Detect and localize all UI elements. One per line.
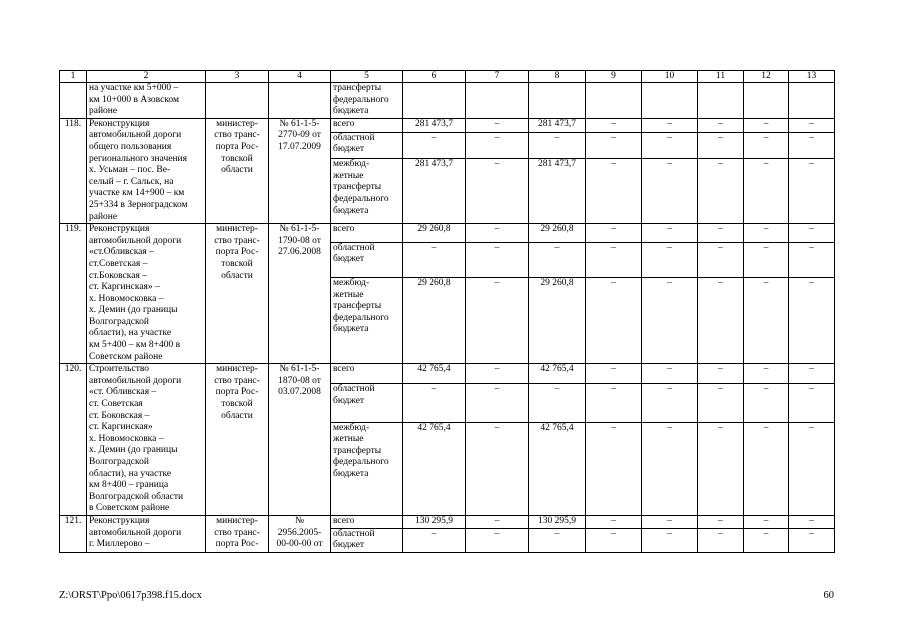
value-cell: – [642,277,698,363]
value-cell: – [744,422,789,515]
value-cell: 42 765,4 [529,422,586,515]
value-cell: – [403,132,466,159]
column-number: 7 [466,71,529,83]
funding-source: межбюд- жетные трансферты федерального бюджета [331,422,403,515]
value-cell: – [789,132,835,159]
value-cell: – [744,224,789,242]
column-number: 12 [744,71,789,83]
value-cell: – [698,159,744,224]
value-cell: 29 260,8 [529,277,586,363]
value-cell: – [698,422,744,515]
value-cell: – [586,277,642,363]
value-cell: – [698,118,744,132]
value-cell: 281 473,7 [403,118,466,132]
value-cell [642,83,698,119]
value-cell: – [466,132,529,159]
value-cell: – [586,364,642,384]
empty-cell [206,83,269,119]
value-cell: – [744,277,789,363]
value-cell: – [744,242,789,277]
value-cell: – [529,384,586,422]
value-cell: – [789,159,835,224]
column-number: 11 [698,71,744,83]
funding-source: межбюд- жетные трансферты федерального бюджета [331,277,403,363]
value-cell [529,83,586,119]
row-number: 118. [60,118,87,223]
value-cell: – [586,528,642,552]
funding-source: областной бюджет [331,384,403,422]
value-cell: – [642,364,698,384]
value-cell: – [698,132,744,159]
value-cell: – [586,242,642,277]
value-cell: – [698,515,744,528]
value-cell: – [403,242,466,277]
value-cell: – [744,364,789,384]
column-number: 10 [642,71,698,83]
column-number: 9 [586,71,642,83]
value-cell: – [642,118,698,132]
column-number: 4 [269,71,331,83]
funding-source: всего [331,515,403,528]
table-row [60,364,835,384]
value-cell: – [586,515,642,528]
table-body [60,71,835,553]
value-cell: 29 260,8 [403,277,466,363]
row-number: 120. [60,364,87,516]
value-cell: – [744,515,789,528]
column-number: 13 [789,71,835,83]
value-cell: – [642,159,698,224]
footer-page-number: 60 [823,590,834,601]
object-name: на участке км 5+000 – км 10+000 в Азовском районе [87,83,206,119]
value-cell: – [642,528,698,552]
value-cell: – [586,422,642,515]
value-cell: – [403,384,466,422]
value-cell: – [698,277,744,363]
value-cell [744,83,789,119]
table-row [60,224,835,242]
value-cell: 130 295,9 [529,515,586,528]
value-cell [466,83,529,119]
row-number: 119. [60,224,87,364]
value-cell: 42 765,4 [403,422,466,515]
value-cell: 29 260,8 [403,224,466,242]
value-cell [403,83,466,119]
value-cell: – [789,118,835,132]
value-cell: – [744,159,789,224]
value-cell: – [789,224,835,242]
value-cell: – [466,422,529,515]
object-name: Реконструкция автомобильной дороги «ст.Обливская – ст.Советская – ст.Боковская – ст. Каргинская» – х. Новомосковка – х. Демин (до границы Волгоградской области), на участке км 5+400 – км 8+400 в Советском районе [87,224,206,364]
value-cell: 281 473,7 [529,159,586,224]
value-cell: 42 765,4 [403,364,466,384]
column-number: 6 [403,71,466,83]
value-cell: – [789,528,835,552]
object-name: Строительство автомобильной дороги «ст. Обливская – ст. Советская ст. Боковская – ст. Каргинская» х. Новомосковка – х. Демин (до границы Волгоградской области), на участке км 8+400 – граница Волгоградской области в Советском районе [87,364,206,516]
column-number: 1 [60,71,87,83]
footer-file-path: Z:\ORST\Ppo\0617p398.f15.docx [59,590,202,601]
value-cell: – [744,384,789,422]
value-cell: – [698,364,744,384]
value-cell: – [586,118,642,132]
funding-source: всего [331,224,403,242]
value-cell: – [529,132,586,159]
value-cell: – [466,242,529,277]
value-cell: – [744,118,789,132]
funding-source: всего [331,364,403,384]
value-cell: – [789,277,835,363]
funding-source: межбюд- жетные трансферты федерального бюджета [331,159,403,224]
document-ref: № 61-1-5- 1790-08 от 27.06.2008 [269,224,331,364]
value-cell: – [698,242,744,277]
value-cell: – [642,384,698,422]
value-cell: – [789,515,835,528]
funding-source: областной бюджет [331,242,403,277]
document-ref: № 61-1-5- 1870-08 от 03.07.2008 [269,364,331,516]
value-cell: 29 260,8 [529,224,586,242]
column-number: 2 [87,71,206,83]
value-cell [698,83,744,119]
value-cell: – [529,528,586,552]
column-number: 8 [529,71,586,83]
value-cell: – [586,159,642,224]
column-number: 5 [331,71,403,83]
value-cell: – [466,277,529,363]
value-cell: – [529,242,586,277]
value-cell: – [789,422,835,515]
value-cell: – [642,242,698,277]
object-name: Реконструкция автомобильной дороги общего пользования регионального значения х. Усьман – пос. Ве- селый – г. Сальск, на участке км 14+900 – км 25+334 в Зерноградском районе [87,118,206,223]
value-cell: – [466,159,529,224]
value-cell: – [466,364,529,384]
value-cell: 130 295,9 [403,515,466,528]
value-cell: – [466,384,529,422]
value-cell: – [642,132,698,159]
executor: министер- ство транс- порта Рос- [206,515,269,552]
funding-source: областной бюджет [331,132,403,159]
funding-source: областной бюджет [331,528,403,552]
executor: министер- ство транс- порта Рос- товской области [206,224,269,364]
value-cell: 281 473,7 [403,159,466,224]
value-cell: – [698,528,744,552]
value-cell [586,83,642,119]
document-ref: № 61-1-5- 2770-09 от 17.07.2009 [269,118,331,223]
table-row [60,515,835,528]
value-cell: – [586,384,642,422]
empty-cell [269,83,331,119]
row-number-cell [60,83,87,119]
value-cell: – [789,242,835,277]
object-name: Реконструкция автомобильной дороги г. Миллерово – [87,515,206,552]
funding-source: трансферты федерального бюджета [331,83,403,119]
value-cell: – [744,132,789,159]
value-cell: 42 765,4 [529,364,586,384]
value-cell: – [789,384,835,422]
value-cell: – [403,528,466,552]
document-ref: № 2956.2005- 00-00-00 от [269,515,331,552]
value-cell [789,83,835,119]
value-cell: – [642,224,698,242]
value-cell: – [642,422,698,515]
header-row [60,71,835,83]
value-cell: – [466,515,529,528]
value-cell: – [466,224,529,242]
value-cell: – [789,364,835,384]
value-cell: – [466,528,529,552]
executor: министер- ство транс- порта Рос- товской области [206,364,269,516]
value-cell: – [642,515,698,528]
value-cell: – [466,118,529,132]
table-row [60,83,835,119]
budget-table [59,70,835,553]
value-cell: – [698,224,744,242]
value-cell: – [586,224,642,242]
value-cell: – [586,132,642,159]
value-cell: – [698,384,744,422]
funding-source: всего [331,118,403,132]
table-row [60,118,835,132]
executor: министер- ство транс- порта Рос- товской области [206,118,269,223]
column-number: 3 [206,71,269,83]
value-cell: – [744,528,789,552]
row-number: 121. [60,515,87,552]
value-cell: 281 473,7 [529,118,586,132]
